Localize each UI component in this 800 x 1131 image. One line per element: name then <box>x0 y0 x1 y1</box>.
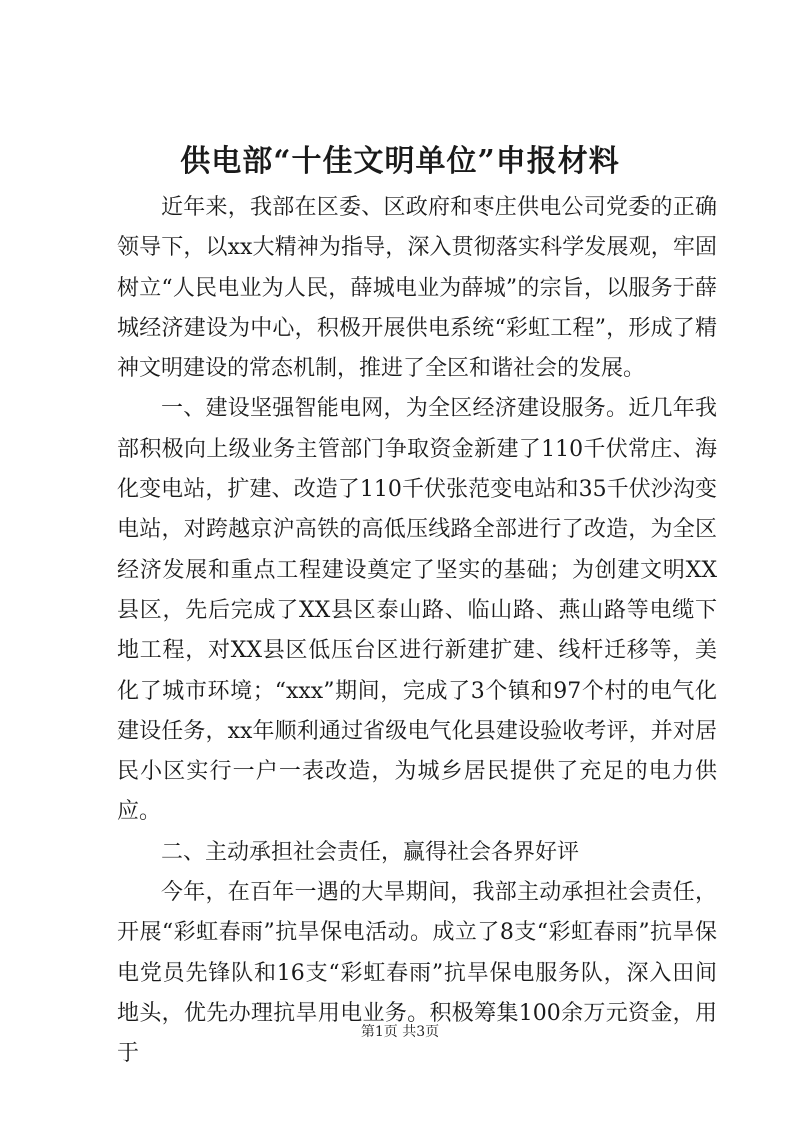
paragraph-section-two-heading: 二、主动承担社会责任，赢得社会各界好评 <box>161 839 580 865</box>
paragraph-section-one: 一、建设坚强智能电网，为全区经济建设服务。近几年我部积极向上级业务主管部门争取资金新建了110千伏常庄、海化变电站，扩建、改造了110千伏张范变电站和35千伏沙沟变电站，对跨越京沪高铁的高低压线路全部进行了改造，为全区经济发展和重点工程建设奠定了坚实的基础；为创建文明XX县区，先后完成了XX县区泰山路、临山路、燕山路等电缆下地工程，对XX县区低压台区进行新建扩建、线杆迁移等，美化了城市环境；“xxx”期间，完成了3个镇和97个村的电气化建设任务，xx年顺利通过省级电气化县建设验收考评，并对居民小区实行一户一表改造，为城乡居民提供了充足的电力供应。 <box>117 396 717 825</box>
paragraph-intro: 近年来，我部在区委、区政府和枣庄供电公司党委的正确领导下，以xx大精神为指导，深入贯彻落实科学发展观，牢固树立“人民电业为人民，薛城电业为薛城”的宗旨，以服务于薛城经济建设为中心，积极开展供电系统“彩虹工程”，形成了精神文明建设的常态机制，推进了全区和谐社会的发展。 <box>117 195 717 382</box>
document-body <box>117 188 717 1075</box>
page-title: 供电部“十佳文明单位”申报材料 <box>180 144 620 179</box>
paragraph-section-two-body: 今年，在百年一遇的大旱期间，我部主动承担社会责任，开展“彩虹春雨”抗旱保电活动。成立了8支“彩虹春雨”抗旱保电党员先锋队和16支“彩虹春雨”抗旱保电服务队，深入田间地头，优先办理抗旱用电业务。积极筹集100余万元资金，用于 <box>117 880 717 1067</box>
page-number-footer: 第1页 共3页 <box>360 1024 440 1040</box>
